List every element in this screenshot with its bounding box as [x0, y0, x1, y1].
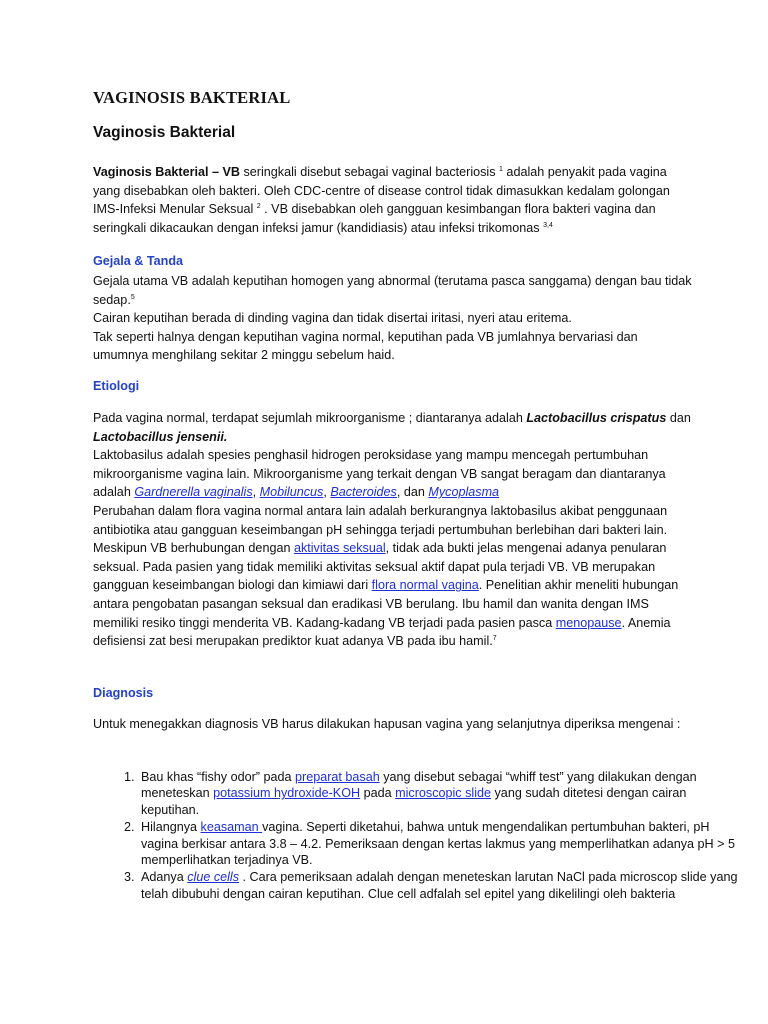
section-heading-diagnosis: Diagnosis: [93, 686, 154, 700]
gejala-paragraph: [93, 272, 693, 365]
article-title: Vaginosis Bakterial: [93, 124, 236, 141]
list-item: 1. Bau khas “fishy odor” pada preparat basah yang disebut sebagai “whiff test” yang dilakukan dengan meneteskan potassium hydroxide-KOH pada microscopic slide yang sudah ditetesi dengan cairan keputihan.: [138, 769, 738, 818]
etiologi-p3: Perubahan dalam flora vagina normal antara lain adalah berkurangnya laktobasilus akibat penggunaan antibiotika atau gangguan keseimbangan pH sehingga terjadi pertumbuhan berlebihan dari bakteri lain.: [93, 503, 668, 537]
etiologi-p1: Pada vagina normal, terdapat sejumlah mikroorganisme ; diantaranya adalah Lactobacillus crispatus dan Lactobacillus jensenii.: [93, 411, 691, 444]
link-bacteroides[interactable]: Bacteroides: [330, 485, 397, 500]
footnote-ref: 3,4: [543, 221, 553, 229]
link-aktivitas-seksual[interactable]: aktivitas seksual: [293, 541, 386, 556]
diagnosis-intro: Untuk menegakkan diagnosis VB harus dilakukan hapusan vagina yang selanjutnya diperiksa mengenai :: [93, 717, 681, 731]
gejala-line: Tak seperti halnya dengan keputihan vagina normal, keputihan pada VB jumlahnya bervariasi dan umumnya menghilang sekitar 2 minggu sebelum haid.: [93, 329, 638, 363]
list-item: 3. Adanya clue cells . Cara pemeriksaan adalah dengan meneteskan larutan NaCl pada microscop slide yang telah dibubuhi dengan cairan keputihan. Clue cell adfalah sel epitel yang dikelilingi oleh bakteria: [138, 869, 738, 902]
footnote-ref: 2: [256, 203, 261, 211]
section-heading-etiologi: Etiologi: [93, 379, 140, 393]
link-menopause[interactable]: menopause: [555, 615, 622, 630]
etiologi-p2: Laktobasilus adalah spesies penghasil hidrogen peroksidase yang mampu mencegah pertumbuhan mikroorganisme vagina lain. Mikroorganisme yang terkait dengan VB sangat beragam dan diantaranya adalah Gardnerella vaginalis, Mobiluncus, Bacteroides, dan Mycoplasma: [93, 448, 666, 500]
species-name: Lactobacillus crispatus: [526, 411, 667, 425]
footnote-ref: 7: [492, 635, 497, 643]
footnote-ref: 1: [499, 166, 503, 173]
diagnosis-list: [93, 769, 738, 902]
gejala-line: Cairan keputihan berada di dinding vagina dan tidak disertai iritasi, nyeri atau eritema.: [93, 311, 572, 326]
link-gardnerella[interactable]: Gardnerella vaginalis: [134, 485, 253, 500]
link-clue-cells[interactable]: clue cells: [187, 870, 240, 885]
species-name: Lactobacillus jensenii.: [93, 429, 228, 444]
intro-lead: Vaginosis Bakterial – VB: [93, 165, 240, 179]
footnote-ref: 5: [130, 293, 135, 301]
document-title: VAGINOSIS BAKTERIAL: [93, 88, 291, 107]
section-heading-gejala: Gejala & Tanda: [93, 254, 184, 268]
link-preparat-basah[interactable]: preparat basah: [295, 770, 380, 784]
etiologi-paragraph: [93, 409, 693, 651]
etiologi-p4: Meskipun VB berhubungan dengan aktivitas seksual, tidak ada bukti jelas mengenai adanya penularan seksual. Pada pasien yang tidak memiliki aktivitas seksual aktif dapat pula terjadi VB. VB merupakan gangguan keseimbangan biologi dan kimiawi dari flora normal vagina. Penelitian akhir meneliti hubungan antara pengobatan pasangan seksual dan eradikasi VB berulang. Ibu hamil dan wanita dengan IMS memiliki resiko tinggi menderita VB. Kadang-kadang VB terjadi pada pasien pasca menopause. Anemia defisiensi zat besi merupakan prediktor kuat adanya VB pada ibu hamil.$^7$: [93, 541, 679, 649]
link-microscopic-slide[interactable]: microscopic slide: [395, 786, 492, 801]
intro-paragraph: Vaginosis Bakterial – VB seringkali disebut sebagai vaginal bacteriosis $^1$ adalah penyakit pada vagina yang disebabkan oleh bakteri. Oleh CDC-centre of disease control tidak dimasukkan kedalam golongan IMS-Infeksi Menular Seksual $^2$ . VB disebabkan oleh gangguan kesimbangan flora bakteri vagina dan seringkali dikacaukan dengan infeksi jamur (kandidiasis) atau infeksi trikomonas $^{3,4}$: [93, 165, 670, 235]
gejala-line: Gejala utama VB adalah keputihan homogen yang abnormal (terutama pasca sanggama) dengan bau tidak sedap.$^5$: [93, 274, 692, 307]
link-mobiluncus[interactable]: Mobiluncus: [259, 485, 324, 500]
link-keasaman[interactable]: keasaman: [200, 820, 263, 835]
list-item: 2. Hilangnya keasaman vagina. Seperti diketahui, bahwa untuk mengendalikan pertumbuhan bakteri, pH vagina berkisar antara 3.8 – 4.2. Pemeriksaan dengan kertas lakmus yang memperlihatkan adanya pH > 5 memperlihatkan terjadinya VB.: [138, 819, 738, 868]
link-flora-normal-vagina[interactable]: flora normal vagina: [371, 578, 479, 593]
link-potassium-hydroxide[interactable]: potassium hydroxide-KOH: [213, 786, 361, 801]
link-mycoplasma[interactable]: Mycoplasma: [428, 485, 500, 500]
